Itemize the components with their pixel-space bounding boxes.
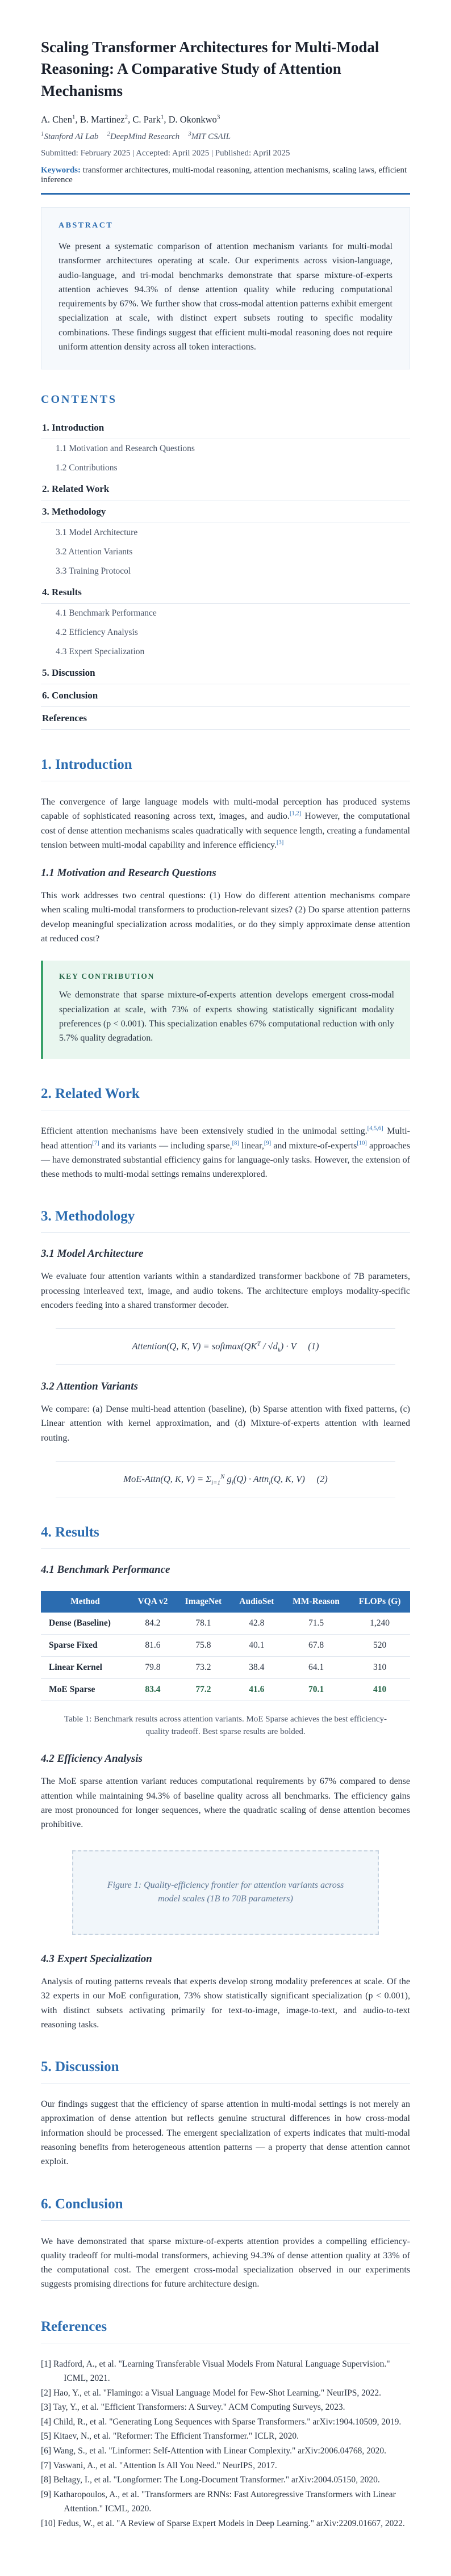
subsection-heading-motivation: 1.1 Motivation and Research Questions [41,867,216,879]
section-heading-methodology: 3. Methodology [41,1209,410,1233]
equation-1: Attention(Q, K, $V) = softmax(QK^T / √d_k) \cdot V$ (1) [132,1340,319,1354]
superscript: 2 [107,130,110,137]
key-contribution-label: KEY CONTRIBUTION [59,972,155,981]
superscript: 1 [41,130,44,137]
subscript: i=1 [211,1479,221,1487]
toc-item-results[interactable]: 4. Results [41,581,410,604]
section-introduction [41,757,410,1059]
toc-item-references[interactable]: References [41,707,410,730]
citation-link[interactable]: [4,5,6] [367,1125,383,1132]
intro-paragraph: The convergence of large language models with multi-modal perception has produced systems capable of sophisticated reasoning across text, images, and audio.[1,2] However, the computational cost of dense attention mechanisms scales quadratically with sequence length, creating a fundamental tension between multi-modal capability and inference efficiency.[3] [41,797,410,850]
subscript: i [269,1479,271,1487]
column-header-vqa: VQA v2 [130,1591,176,1613]
figure-1-caption: Figure 1: Quality-efficiency frontier for attention variants across model scales (1B to 70B parameters) [107,1880,344,1904]
equation-2-block [56,1461,395,1497]
expert-specialization-paragraph: Analysis of routing patterns reveals that experts develop strong modality preferences at scale. Of the 32 experts in our MoE configuration, 73% show statistically significant specialization (p < 0.001), with distinct subsets activating primarily for text-to-image, image-to-text, and audio-to-text reasoning tasks. [41,1977,410,2030]
subsection-heading-model-architecture: 3.1 Model Architecture [41,1248,144,1260]
section-heading-related-work: 2. Related Work [41,1086,410,1110]
table-cell: 71.5 [283,1613,349,1635]
section-related-work [41,1086,410,1181]
section-methodology [41,1209,410,1497]
paper-page [41,0,410,2576]
table-cell: 70.1 [283,1678,349,1701]
superscript: N [220,1473,225,1480]
key-contribution-text: We demonstrate that sparse mixture-of-experts attention develops emergent cross-modal specialization at scale, with 73% of experts showing statistically significant modality preferences (p < 0.001). This specialization enables 67% computational reduction with only 5.7% quality degradation. [59,990,394,1043]
column-header-flops: FLOPs (G) [349,1591,410,1613]
section-heading-introduction: 1. Introduction [41,757,410,781]
abstract-label: ABSTRACT [59,221,114,230]
toc-item-contributions[interactable]: 1.2 Contributions [56,463,118,473]
related-work-paragraph: Efficient attention mechanisms have been extensively studied in the unimodal setting.[4,5,6] Multi-head attention[7] and its variants — including sparse,[8] linear,[9] and mixture-of-experts[10] approaches — have demonstrated substantial efficiency gains for language-only tasks. However, the extension of these methods to multi-modal settings remains underexplored. [41,1125,411,1180]
equation-2: MoE-Attn(Q, K, $V) = \Sigma_{i=1}^N$ $g_i(Q)$ · Attn$_i$(Q, K, V) (2) [123,1473,328,1487]
subsection-heading-benchmark-performance: 4.1 Benchmark Performance [41,1563,170,1576]
toc-item-efficiency-analysis[interactable]: 4.2 Efficiency Analysis [56,628,138,638]
table-cell: 410 [349,1678,410,1701]
subscript: k [277,1346,281,1354]
column-header-mm-reason: MM-Reason [283,1591,349,1613]
section-heading-results: 4. Results [41,1525,410,1549]
subscript: i [231,1479,233,1487]
toc-item-model-architecture[interactable]: 3.1 Model Architecture [56,528,138,538]
table-cell: 73.2 [176,1656,231,1678]
header-divider [41,193,410,195]
superscript: 3 [216,113,220,121]
table-row-linear-kernel [41,1656,410,1678]
superscript: 1 [160,113,164,121]
toc-item-discussion[interactable]: 5. Discussion [41,662,410,684]
superscript: T [257,1340,261,1348]
reference-item: [7] Vaswani, A., et al. "Attention Is All You Need." NeurIPS, 2017. [41,2460,277,2470]
table-cell: 67.8 [283,1634,349,1656]
citation-link[interactable]: [3] [276,839,284,846]
motivation-paragraph: This work addresses two central questions: (1) How do different attention mechanisms compare when scaling multi-modal transformers to production-relevant sizes? (2) Do sparse attention patterns develop meaningful specialization across modalities, or do they simply approximate dense attention at reduced cost? [41,891,410,944]
reference-item: [5] Kitaev, N., et al. "Reformer: The Efficient Transformer." ICLR, 2020. [41,2431,299,2442]
section-references [41,2319,410,2531]
reference-item: [10] Fedus, W., et al. "A Review of Sparse Expert Models in Deep Learning." arXiv:2209.01667, 2022. [41,2518,405,2528]
table-cell: MoE Sparse [41,1678,130,1701]
section-discussion [41,2059,410,2169]
table-cell: 41.6 [231,1678,283,1701]
table-of-contents [41,416,410,730]
toc-item-conclusion[interactable]: 6. Conclusion [41,684,410,707]
column-header-method: Method [41,1591,130,1613]
section-conclusion [41,2196,410,2292]
keywords-label: Keywords: [41,165,81,175]
contents-heading: CONTENTS [41,393,118,406]
subsection-heading-expert-specialization: 4.3 Expert Specialization [41,1953,152,1965]
paper-title: Scaling Transformer Architectures for Multi-Modal Reasoning: A Comparative Study of Attention Mechanisms [41,39,379,99]
reference-item: [9] Katharopoulos, A., et al. "Transformers are RNNs: Fast Autoregressive Transformers with Linear Attention." ICML, 2020. [41,2489,396,2514]
table-cell: 42.8 [231,1613,283,1635]
table-cell: 40.1 [231,1634,283,1656]
abstract-text: We present a systematic comparison of attention mechanism variants for multi-modal transformer architectures operating at scale. Our experiments across vision-language, audio-language, and tri-modal benchmarks demonstrate that sparse mixture-of-experts attention achieves 94.3% of dense attention quality while reducing computational requirements by 67%. We further show that cross-modal attention patterns exhibit emergent specialization at scale, with distinct expert subsets routing to specific modality combinations. These findings suggest that efficient multi-modal reasoning does not require uniform attention density across all token interactions. [59,241,392,352]
table-cell: Dense (Baseline) [41,1613,130,1635]
conclusion-paragraph: We have demonstrated that sparse mixture-of-experts attention provides a compelling efficiency-quality tradeoff for multi-modal transformers, achieving 94.3% of dense attention quality at 33% of the computational cost. The emergent cross-modal specialization observed in our experiments suggests promising directions for future architecture design. [41,2236,410,2289]
section-heading-discussion: 5. Discussion [41,2059,410,2083]
citation-link[interactable]: [8] [232,1140,239,1147]
table-row-sparse-fixed [41,1634,410,1656]
table-cell: Sparse Fixed [41,1634,130,1656]
model-architecture-paragraph: We evaluate four attention variants within a standardized transformer backbone of 7B parameters, processing interleaved text, image, and audio tokens. The architecture employs modality-specific encoders feeding into a shared transformer decoder. [41,1272,410,1310]
table-cell: 1,240 [349,1613,410,1635]
superscript: 3 [188,130,191,137]
citation-link[interactable]: [9] [264,1140,272,1147]
attention-variants-paragraph: We compare: (a) Dense multi-head attention (baseline), (b) Sparse attention with fixed patterns, (c) Linear attention with kernel approximation, and (d) Mixture-of-experts attention with learned routing. [41,1404,410,1443]
submission-dates: Submitted: February 2025 | Accepted: April 2025 | Published: April 2025 [41,148,290,158]
figure-1-placeholder [72,1850,379,1935]
table-cell: 77.2 [176,1678,231,1701]
section-heading-references: References [41,2319,410,2343]
toc-item-training-protocol[interactable]: 3.3 Training Protocol [56,566,131,576]
abstract-panel [41,207,410,369]
toc-item-related-work[interactable]: 2. Related Work [41,478,410,500]
reference-item: [3] Tay, Y., et al. "Efficient Transformers: A Survey." ACM Computing Surveys, 2023. [41,2402,345,2413]
reference-item: [1] Radford, A., et al. "Learning Transferable Visual Models From Natural Language Supervision." ICML, 2021. [41,2359,390,2384]
reference-item: [8] Beltagy, I., et al. "Longformer: The Long-Document Transformer." arXiv:2004.05150, 2020. [41,2475,380,2485]
superscript: 1 [72,113,76,121]
keywords-text: transformer architectures, multi-modal reasoning, attention mechanisms, scaling laws, efficient inference [41,165,407,184]
reference-item: [4] Child, R., et al. "Generating Long Sequences with Sparse Transformers." arXiv:1904.10509, 2019. [41,2417,402,2427]
toc-item-methodology[interactable]: 3. Methodology [41,500,410,523]
keywords-line [41,166,410,185]
reference-item: [2] Hao, Y., et al. "Flamingo: a Visual Language Model for Few-Shot Learning." NeurIPS, 2022. [41,2388,382,2398]
discussion-paragraph: Our findings suggest that the efficiency of sparse attention in multi-modal settings is not merely an approximation of dense attention but reflects genuine structural differences in how cross-modal information should be processed. The emergent specialization of experts indicates that multi-modal reasoning benefits from heterogeneous attention patterns — a property that dense attention cannot exploit. [41,2099,410,2167]
table-cell: Linear Kernel [41,1656,130,1678]
table-cell: 81.6 [130,1634,176,1656]
table-cell: 83.4 [130,1678,176,1701]
section-results [41,1525,410,2032]
toc-item-attention-variants[interactable]: 3.2 Attention Variants [56,547,133,557]
table-cell: 520 [349,1634,410,1656]
affiliations: $^1$Stanford AI Lab $^2$DeepMind Research $^3$MIT CSAIL [41,130,231,141]
equation-1-block [56,1328,395,1365]
column-header-audioset: AudioSet [231,1591,283,1613]
toc-item-expert-specialization[interactable]: 4.3 Expert Specialization [56,647,145,657]
author-list: A. Chen$^1$, B. Martinez$^2$, C. Park$^1$, D. Okonkwo$^3$ [41,113,220,125]
table-cell: 79.8 [130,1656,176,1678]
table-caption: Table 1: Benchmark results across attention variants. MoE Sparse achieves the best efficiency-quality tradeoff. Best sparse results are bolded. [64,1714,387,1736]
citation-link[interactable]: [1,2] [290,811,302,818]
efficiency-analysis-paragraph: The MoE sparse attention variant reduces computational requirements by 67% compared to dense attention while maintaining 94.3% of baseline quality across all benchmarks. The efficiency gains are most pronounced for longer sequences, where the quadratic scaling of dense attention becomes prohibitive. [41,1777,410,1830]
reference-list [41,2357,410,2531]
reference-item: [6] Wang, S., et al. "Linformer: Self-Attention with Linear Complexity." arXiv:2006.04768, 2020. [41,2445,387,2456]
table-row-dense [41,1613,410,1635]
superscript: 2 [124,113,128,121]
toc-item-benchmark-performance[interactable]: 4.1 Benchmark Performance [56,608,157,618]
toc-item-motivation[interactable]: 1.1 Motivation and Research Questions [56,444,195,454]
table-row-moe-sparse [41,1678,410,1701]
benchmark-table [41,1591,410,1701]
table-cell: 75.8 [176,1634,231,1656]
column-header-imagenet: ImageNet [176,1591,231,1613]
citation-link[interactable]: [10] [357,1140,367,1147]
table-cell: 84.2 [130,1613,176,1635]
subsection-heading-efficiency-analysis: 4.2 Efficiency Analysis [41,1753,143,1765]
subsection-heading-attention-variants: 3.2 Attention Variants [41,1380,138,1393]
toc-item-introduction[interactable]: 1. Introduction [41,416,410,439]
benchmark-table-header [41,1591,410,1613]
table-cell: 64.1 [283,1656,349,1678]
section-heading-conclusion: 6. Conclusion [41,2196,410,2221]
table-cell: 310 [349,1656,410,1678]
table-cell: 38.4 [231,1656,283,1678]
key-contribution-panel [41,961,410,1059]
citation-link[interactable]: [7] [92,1140,99,1147]
table-cell: 78.1 [176,1613,231,1635]
